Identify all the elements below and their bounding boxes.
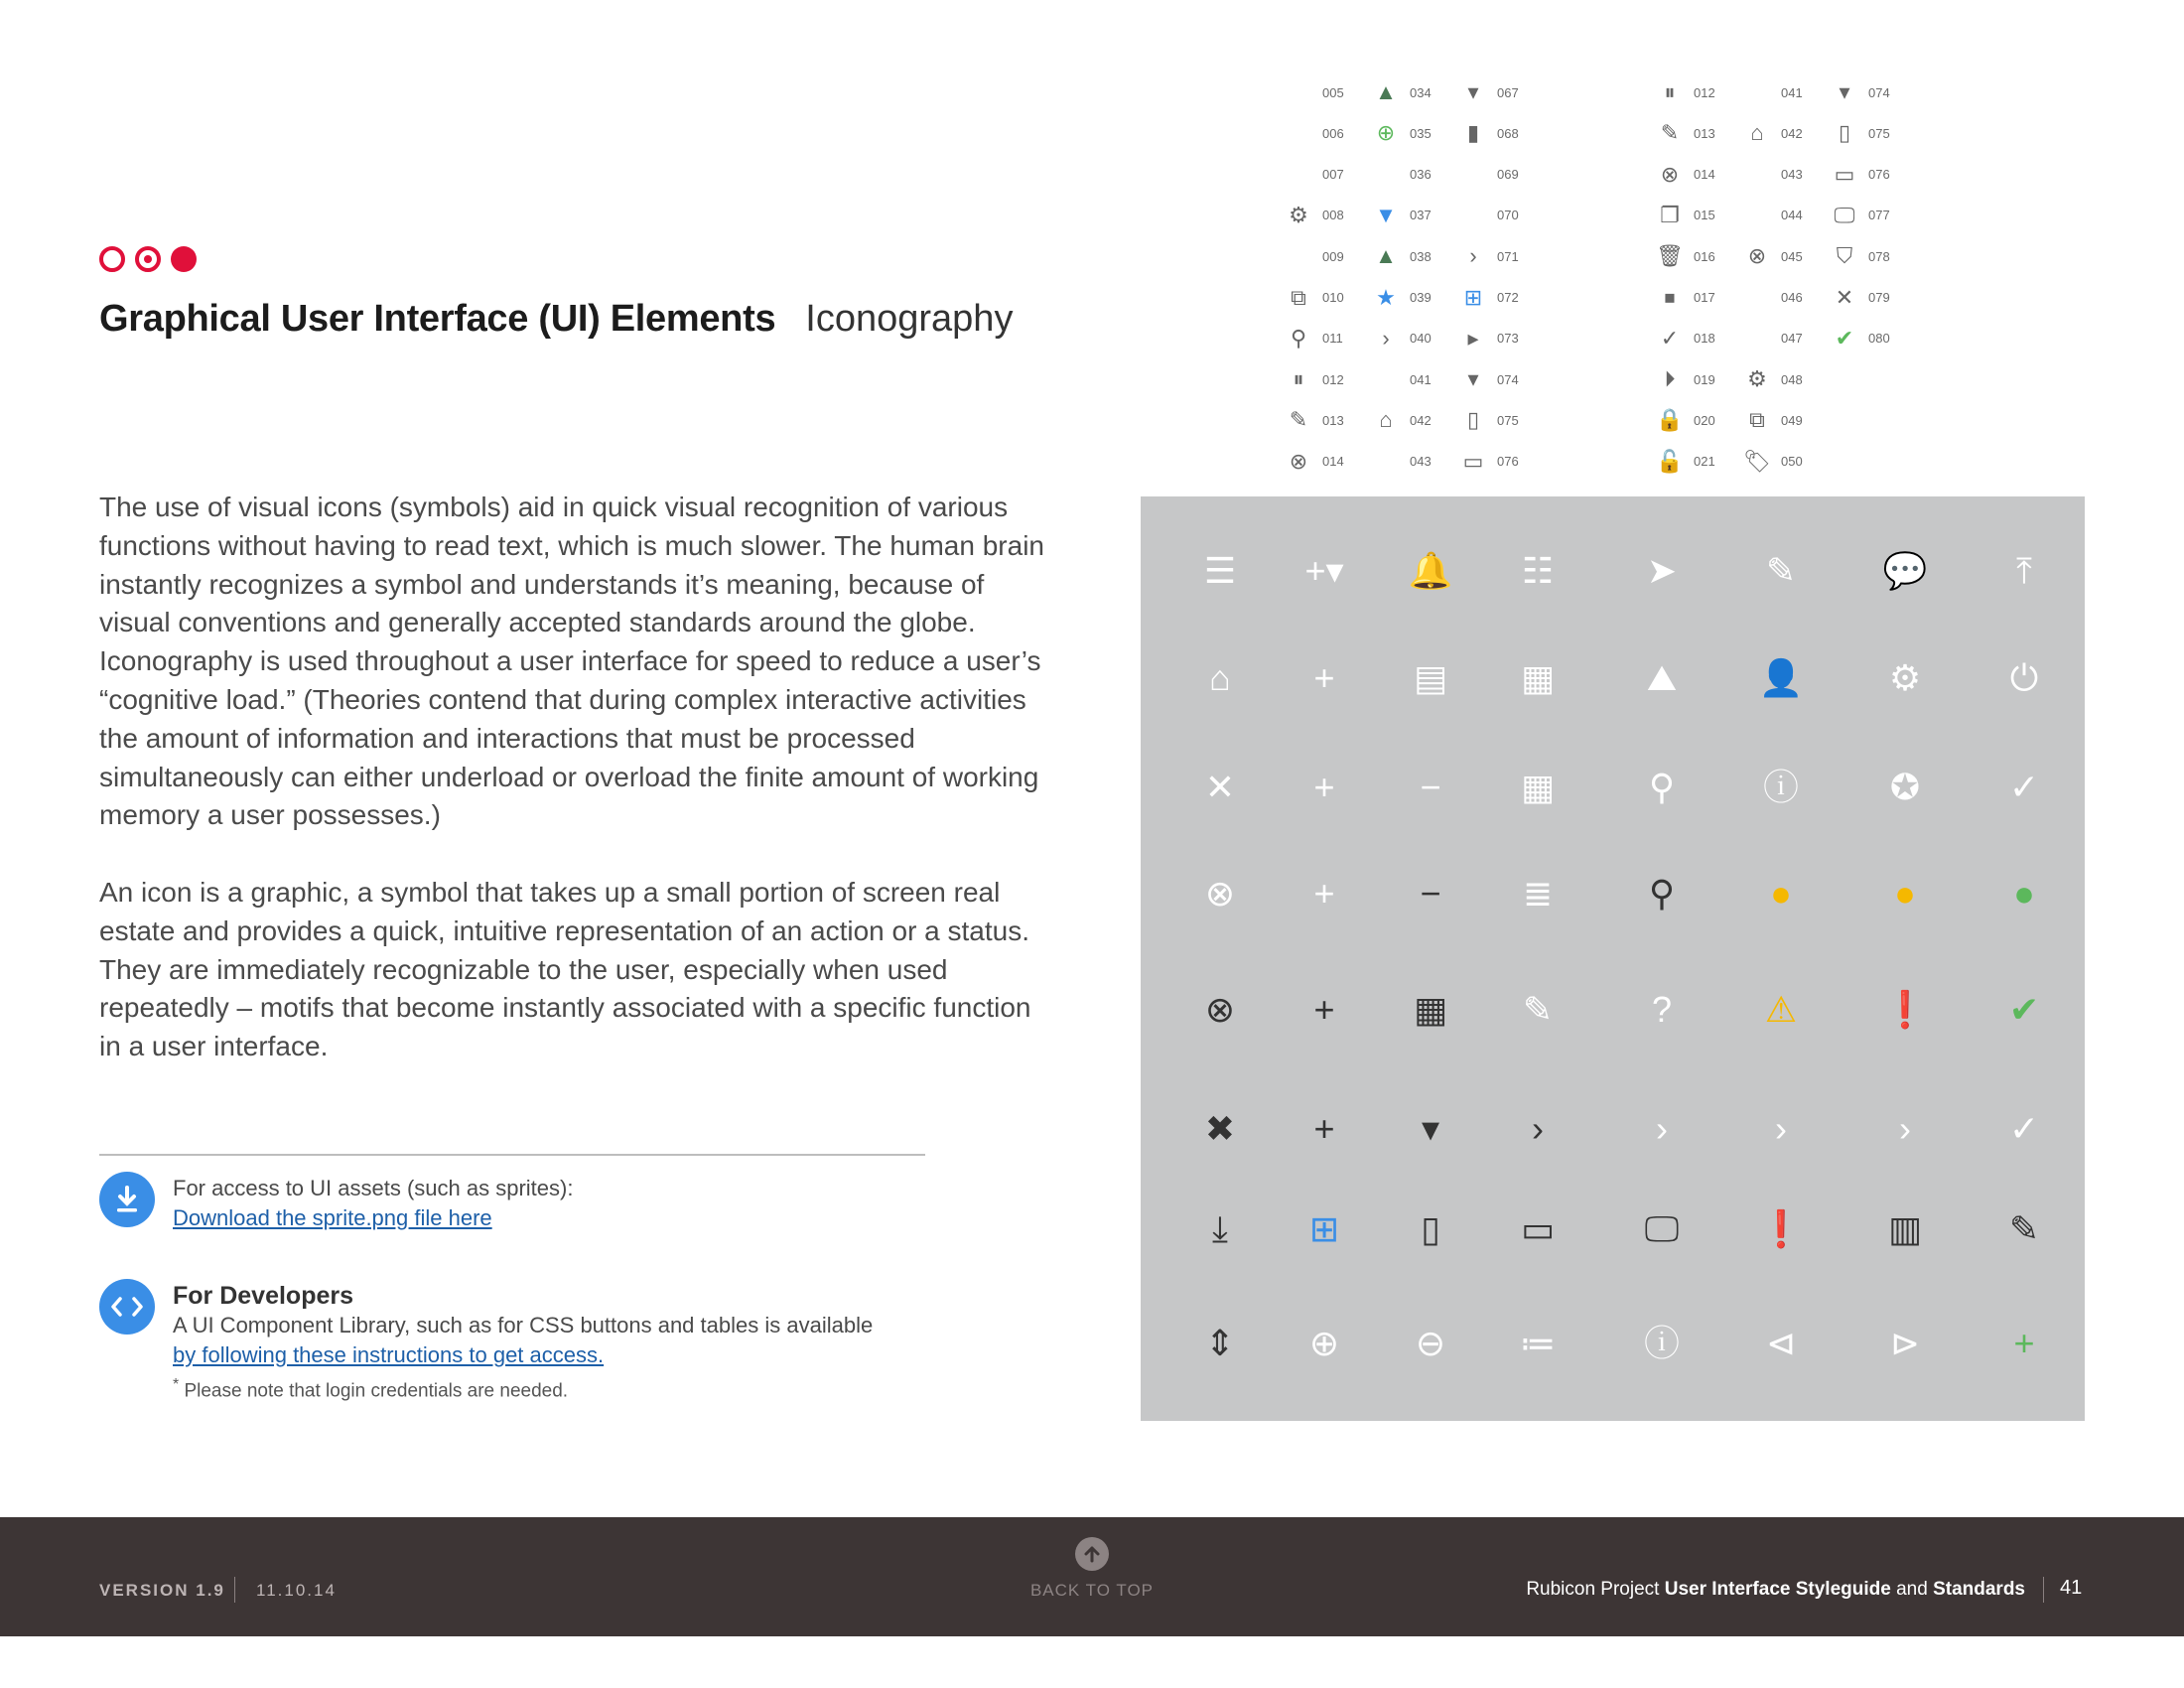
back-circle-icon: ⊲: [1765, 1323, 1797, 1363]
edit-icon: ✎: [1660, 120, 1680, 146]
sprite-entry: [1827, 118, 1946, 148]
definition-paragraph: An icon is a graphic, a symbol that takes up a small portion of screen real estate and provides a quick, intuitive representation of an action or a status. They are immediately recognizable to the user, especially when used repeatedly – motifs that become instantly associated with a specific function in a user interface.: [99, 877, 1031, 1062]
close-icon: ✕: [1204, 767, 1236, 807]
intro-paragraph: The use of visual icons (symbols) aid in quick visual recognition of various functions without having to read text, which is much slower. The human brain instantly recognizes a symbol and understands it’s meaning, because of visual conventions and generally accepted standards around the globe. Iconography is used throughout a user interface for speed to reduce a user’s “cognitive load.” (Theories contend that during complex interactive activities the amount of information and interactions that must be processed simultaneously can either underload or overload the finite amount of working memory a user possesses.): [99, 492, 1044, 831]
search-icon: ⚲: [1648, 873, 1676, 914]
sprite-code: 008: [1322, 208, 1344, 223]
divider: [99, 1154, 925, 1156]
arrow-up-icon: [1075, 1537, 1109, 1571]
add-dropdown-icon: +▾: [1304, 550, 1344, 591]
sprite-code: 014: [1322, 454, 1344, 470]
warning-icon: ⚠: [1764, 989, 1798, 1030]
edit-icon: ✎: [2008, 1208, 2040, 1249]
unlock-icon: 🔓: [1656, 448, 1684, 474]
sprite-entry: [1455, 364, 1574, 394]
sprite-code: 074: [1497, 371, 1519, 387]
external-link-icon: ⧉: [1291, 284, 1306, 310]
sprite-code: 043: [1781, 167, 1803, 183]
check-circle-icon: ●: [2013, 873, 2035, 914]
section-indicator: [99, 246, 197, 272]
chevron-right-icon: ›: [1775, 1108, 1787, 1149]
alert-icon: ❗: [1758, 1208, 1804, 1249]
tablet-icon: ▭: [1520, 1208, 1555, 1249]
close-circle-icon: ⊗: [1747, 243, 1767, 269]
doc-title-bold: User Interface Styleguide: [1664, 1579, 1891, 1600]
page-number: 41: [2060, 1577, 2083, 1599]
version-label: VERSION 1.9: [99, 1581, 225, 1600]
sprite-code: 013: [1694, 125, 1715, 141]
sprite-code: 077: [1868, 208, 1890, 223]
footer: [0, 1517, 2184, 1636]
gear-icon: ⚙: [1888, 657, 1922, 698]
check-icon: ✓: [2008, 1108, 2040, 1149]
star-circle-icon: ✪: [1889, 767, 1921, 807]
sprite-code: 076: [1868, 167, 1890, 183]
search-icon: ⚲: [1290, 325, 1307, 351]
developers-text: A UI Component Library, such as for CSS buttons and tables is available: [173, 1313, 874, 1337]
gear-icon: ⚙: [1747, 366, 1767, 392]
sprite-code: 019: [1694, 371, 1715, 387]
sprite-code: 018: [1694, 331, 1715, 347]
upload-top-icon: ⤒: [2016, 550, 2032, 591]
indicator-dot-center: [135, 246, 161, 272]
sprite-entry: [1455, 324, 1574, 353]
chart-icon: ⛰: [1646, 657, 1678, 698]
sprite-code: 009: [1322, 248, 1344, 264]
document-icon: ▤: [1413, 657, 1447, 698]
close-icon: ✕: [1835, 284, 1854, 310]
external-link-icon: ⧉: [1749, 407, 1765, 433]
sprite-code: 080: [1868, 331, 1890, 347]
sprite-code: 042: [1410, 412, 1432, 428]
developers-heading: For Developers: [173, 1282, 354, 1310]
calendar-icon: ▦: [1413, 989, 1447, 1030]
sprite-code: 039: [1410, 290, 1432, 305]
tablet-icon: ▭: [1462, 448, 1484, 474]
sprite-code: 011: [1322, 331, 1343, 347]
sprite-code: 069: [1497, 167, 1519, 183]
sprite-entry: [1455, 241, 1574, 271]
sprite-code: 006: [1322, 125, 1344, 141]
sprite-entry: [1827, 241, 1946, 271]
document-title: [1526, 1579, 2025, 1601]
phone-icon: ▯: [1421, 1208, 1440, 1249]
sprite-code: 067: [1497, 84, 1519, 100]
add-circle-icon: ⊕: [1308, 1323, 1340, 1363]
title-main: Graphical User Interface (UI) Elements: [99, 298, 776, 340]
code-icon: [99, 1279, 155, 1335]
sprite-code: 013: [1322, 412, 1344, 428]
add-box-icon: ⊞: [1308, 1208, 1340, 1249]
caret-right-icon: ▸: [1467, 325, 1479, 351]
home-icon: ⌂: [1209, 657, 1231, 698]
sprite-code: 076: [1497, 454, 1519, 470]
check-icon: ✓: [1660, 325, 1680, 351]
star-circle-icon: ●: [1894, 873, 1916, 914]
sprite-entry: [1455, 77, 1574, 107]
close-circle-icon: ⊗: [1204, 989, 1236, 1030]
sprite-entry: [1739, 405, 1858, 435]
sprite-code: 075: [1497, 412, 1519, 428]
pause-icon: ⏸: [1293, 366, 1304, 392]
sprite-entry: [1827, 283, 1946, 313]
assets-resource: [99, 1172, 573, 1233]
add-circle-icon: +: [2013, 1323, 2035, 1363]
edit-icon: ✎: [1289, 407, 1308, 433]
footer-separator: [2043, 1577, 2044, 1603]
developers-resource: For Developers A UI Component Library, such as for CSS buttons and tables is available by following these instructions to get access. * Please note that login credentials are needed.: [99, 1279, 873, 1406]
footer-separator: [234, 1577, 235, 1603]
sprite-code: 045: [1781, 248, 1803, 264]
list-icon: ≔: [1520, 1323, 1556, 1363]
sprite-entry: [1455, 201, 1574, 230]
sprite-entry: [1827, 77, 1946, 107]
chevron-right-icon: ›: [1382, 325, 1390, 351]
plus-icon: +: [1313, 989, 1335, 1030]
list-icon: ☷: [1521, 550, 1555, 591]
minus-icon: −: [1420, 767, 1441, 807]
close-circle-icon: ⊗: [1289, 448, 1308, 474]
remove-circle-icon: ⊖: [1415, 1323, 1446, 1363]
calculator-icon: ▦: [1520, 657, 1555, 698]
document-icon: ▮: [1466, 120, 1480, 146]
search-icon: ⚲: [1648, 767, 1676, 807]
sprite-code: 073: [1497, 331, 1519, 347]
sprite-code: 042: [1781, 125, 1803, 141]
sprite-code: 038: [1410, 248, 1432, 264]
sprite-entry: [1455, 283, 1574, 313]
plus-icon: +: [1313, 873, 1335, 914]
alert-chat-icon: ❗: [1882, 989, 1928, 1030]
sprite-code: 078: [1868, 248, 1890, 264]
caret-down-icon: ▾: [1467, 79, 1479, 104]
bell-icon: 🔔: [1408, 550, 1453, 591]
star-icon: ★: [1376, 284, 1396, 310]
back-to-top-button[interactable]: [993, 1537, 1191, 1601]
sprite-code: 046: [1781, 290, 1803, 305]
sprite-entry: [1827, 324, 1946, 353]
home-icon: ⌂: [1750, 120, 1764, 146]
trash-icon: 🗑: [1656, 243, 1684, 269]
title-sub: Iconography: [805, 298, 1014, 340]
doc-title-end: Standards: [1933, 1579, 2025, 1600]
sprite-code: 075: [1868, 125, 1890, 141]
gear-icon: ⚙: [1289, 202, 1308, 227]
help-icon: ?: [1651, 989, 1673, 1030]
phone-icon: ▯: [1838, 120, 1851, 146]
lock-icon: 🔒: [1656, 407, 1684, 433]
sprite-code: 047: [1781, 331, 1803, 347]
doc-title-prefix: Rubicon Project: [1526, 1579, 1660, 1600]
sprite-code: 034: [1410, 84, 1432, 100]
tablet-icon: ▭: [1834, 161, 1855, 187]
download-sprite-link[interactable]: Download the sprite.png file here: [173, 1205, 492, 1230]
caret-down-icon: ▾: [1839, 79, 1850, 104]
check-circle-icon: ✓: [2008, 767, 2040, 807]
download-icon: ⤓: [1212, 1208, 1228, 1249]
sort-icon: ⇕: [1204, 1323, 1236, 1363]
stop-icon: ⏹: [1664, 284, 1676, 310]
triangle-down-icon: ▼: [1375, 202, 1397, 227]
sprite-code: 014: [1694, 167, 1715, 183]
forward-circle-icon: ⊳: [1889, 1323, 1921, 1363]
check-circle-icon: ✔: [1835, 325, 1854, 351]
chevron-right-icon: ›: [1899, 1108, 1911, 1149]
sprite-code: 041: [1410, 371, 1432, 387]
caret-down-icon: ▾: [1421, 1108, 1440, 1149]
sprite-entry: [1827, 160, 1946, 190]
plus-icon: +: [1313, 767, 1335, 807]
sprite-code: 049: [1781, 412, 1803, 428]
assets-text: For access to UI assets (such as sprites):: [173, 1176, 574, 1200]
shield-icon: ⛉: [1836, 243, 1853, 269]
sprite-code: 015: [1694, 208, 1715, 223]
icon-grid-panel: [1141, 496, 2085, 1421]
page-title: [99, 298, 1013, 341]
edit-icon: ✎: [1522, 989, 1554, 1030]
sprite-code: 035: [1410, 125, 1432, 141]
sprite-code: 012: [1322, 371, 1344, 387]
sprite-entry: [1455, 447, 1574, 477]
sprite-code: 017: [1694, 290, 1715, 305]
sprite-code: 044: [1781, 208, 1803, 223]
info-icon: ⓘ: [1643, 1323, 1680, 1363]
add-circle-icon: ⊕: [1376, 120, 1396, 146]
indicator-dot-filled: [171, 246, 197, 272]
sprite-code: 005: [1322, 84, 1344, 100]
sprite-code: 048: [1781, 371, 1803, 387]
version-date: 11.10.14: [256, 1581, 337, 1600]
triangle-up-icon: ▲: [1375, 79, 1397, 104]
sprite-code: 007: [1322, 167, 1344, 183]
close-circle-icon: ⊗: [1660, 161, 1680, 187]
caret-down-icon: ▾: [1467, 366, 1479, 392]
chevron-right-icon: ›: [1469, 243, 1477, 269]
edit-icon: ✎: [1765, 550, 1797, 591]
check-circle-icon: ✔: [2008, 989, 2040, 1030]
back-to-top-label: BACK TO TOP: [1029, 1581, 1155, 1600]
developer-instructions-link[interactable]: by following these instructions to get access.: [173, 1342, 605, 1367]
login-note: Please note that login credentials are needed.: [184, 1380, 569, 1402]
sprite-code: 043: [1410, 454, 1432, 470]
chevron-right-icon: ›: [1656, 1108, 1668, 1149]
sprite-code: 079: [1868, 290, 1890, 305]
sprite-entry: [1739, 364, 1858, 394]
sprite-reference-list: [1281, 77, 1936, 494]
send-icon: ➤: [1646, 550, 1678, 591]
add-box-icon: ⊞: [1463, 284, 1483, 310]
sprite-code: 068: [1497, 125, 1519, 141]
sprite-code: 010: [1322, 290, 1344, 305]
tag-icon: 🏷: [1743, 448, 1771, 474]
sprite-entry: [1455, 118, 1574, 148]
sprite-code: 037: [1410, 208, 1432, 223]
chat-icon: 💬: [1882, 550, 1928, 591]
sprite-code: 012: [1694, 84, 1715, 100]
doc-title-and: and: [1896, 1579, 1928, 1600]
sprite-code: 072: [1497, 290, 1519, 305]
sprite-code: 020: [1694, 412, 1715, 428]
indicator-dot-empty: [99, 246, 125, 272]
sprite-code: 074: [1868, 84, 1890, 100]
power-icon: ⏻: [2009, 657, 2039, 698]
triangle-up-icon: ▲: [1375, 243, 1397, 269]
lines-icon: ≣: [1522, 873, 1554, 914]
minus-icon: −: [1420, 873, 1441, 914]
plus-icon: +: [1313, 657, 1335, 698]
sprite-code: 050: [1781, 454, 1803, 470]
chevron-right-icon: ›: [1532, 1108, 1544, 1149]
sprite-entry: [1455, 160, 1574, 190]
menu-icon: ☰: [1203, 550, 1237, 591]
monitor-icon: 🖵: [1644, 1208, 1680, 1249]
sprite-code: 040: [1410, 331, 1432, 347]
copy-icon: ❐: [1660, 202, 1680, 227]
sprite-code: 036: [1410, 167, 1432, 183]
home-icon: ⌂: [1379, 407, 1393, 433]
warning-circle-icon: ●: [1770, 873, 1792, 914]
sprite-code: 071: [1497, 248, 1519, 264]
building-icon: ▥: [1887, 1208, 1922, 1249]
sprite-code: 021: [1694, 454, 1715, 470]
play-icon: ⏵: [1664, 366, 1676, 392]
sprite-code: 070: [1497, 208, 1519, 223]
alert-circle-icon: ⓘ: [1762, 767, 1799, 807]
close-icon: ✖: [1204, 1108, 1236, 1149]
user-icon: 👤: [1758, 657, 1804, 698]
monitor-icon: 🖵: [1834, 202, 1855, 227]
sprite-code: 041: [1781, 84, 1803, 100]
close-circle-icon: ⊗: [1204, 873, 1236, 914]
sprite-entry: [1455, 405, 1574, 435]
sprite-entry: [1739, 447, 1858, 477]
download-icon: [99, 1172, 155, 1227]
pause-icon: ⏸: [1664, 79, 1676, 104]
grid-icon: ▦: [1520, 767, 1555, 807]
sprite-code: 016: [1694, 248, 1715, 264]
plus-icon: +: [1313, 1108, 1335, 1149]
phone-icon: ▯: [1466, 407, 1480, 433]
sprite-entry: [1827, 201, 1946, 230]
